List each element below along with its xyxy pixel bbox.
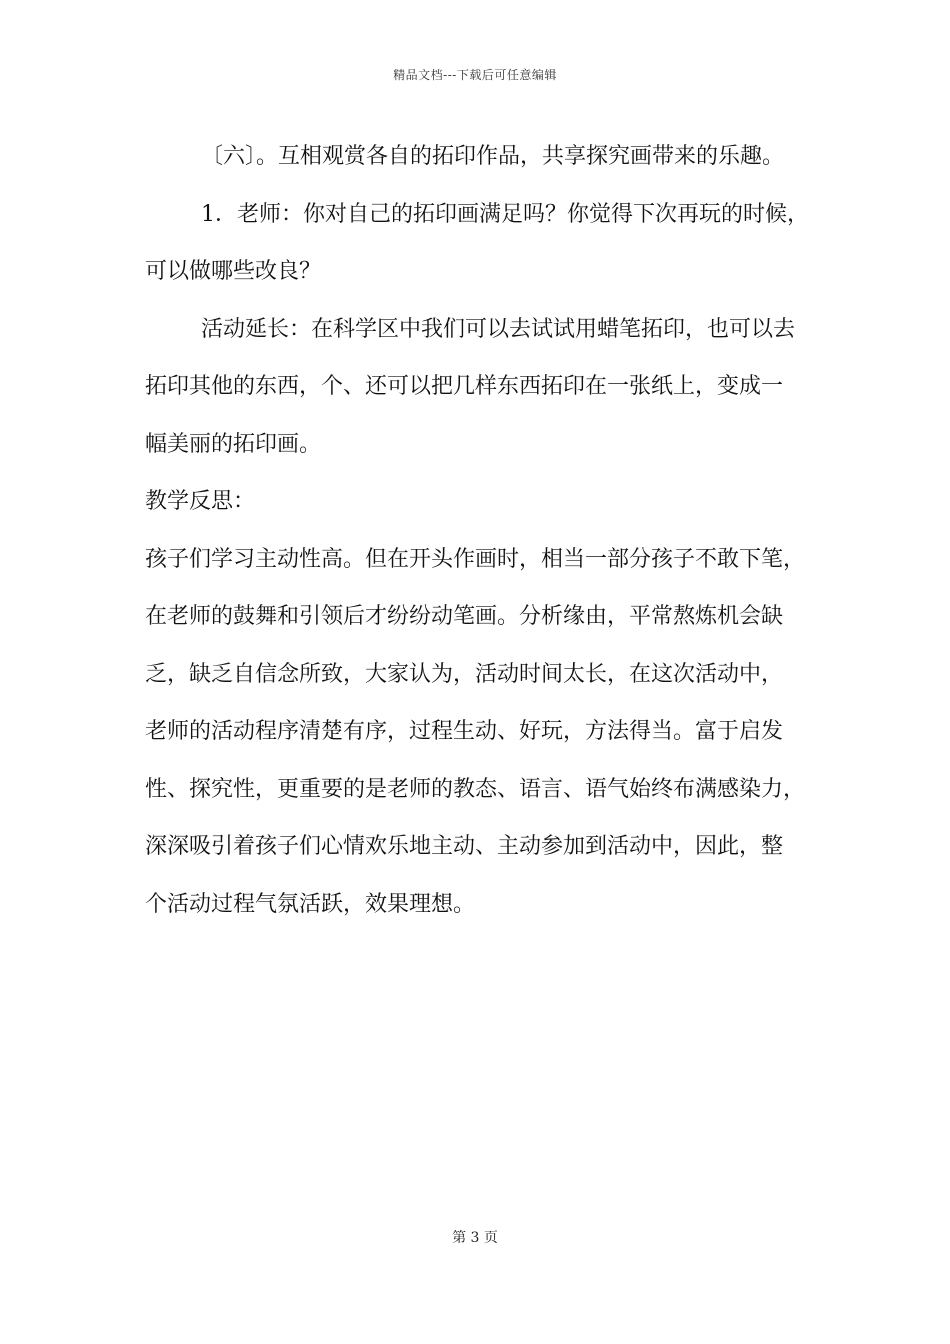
paragraph-teacher-question: 1．老师：你对自己的拓印画满足吗？你觉得下次再玩的时候， xyxy=(201,201,809,227)
paragraph-activity-extension-cont-2: 幅美丽的拓印画。 xyxy=(145,431,322,457)
page-number: 第 3 页 xyxy=(452,1230,498,1246)
reflection-line-2: 在老师的鼓舞和引领后才纷纷动笔画。分析缘由，平常熬炼机会缺 xyxy=(145,604,784,629)
paragraph-teacher-question-cont: 可以做哪些改良？ xyxy=(145,259,322,284)
teaching-reflection-heading: 教学反思： xyxy=(145,489,256,514)
paragraph-activity-extension-cont-1: 拓印其他的东西，个、还可以把几样东西拓印在一张纸上，变成一 xyxy=(145,374,784,399)
paragraph-activity-extension: 活动延长：在科学区中我们可以去试试用蜡笔拓印，也可以去 xyxy=(201,316,796,342)
paragraph-section-six: 〔六〕。互相观赏各自的拓印作品，共享探究画带来的乐趣。 xyxy=(201,144,785,169)
reflection-line-3: 乏，缺乏自信念所致，大家认为，活动时间太长，在这次活动中， xyxy=(145,661,784,687)
document-body xyxy=(145,128,825,933)
reflection-line-6: 深深吸引着孩子们心情欢乐地主动、主动参加到活动中，因此，整 xyxy=(145,834,784,859)
reflection-line-5: 性、探究性，更重要的是老师的教态、语言、语气始终布满感染力， xyxy=(145,776,806,802)
page-header: 精品文档---下载后可任意编辑 xyxy=(393,68,557,82)
reflection-line-1: 孩子们学习主动性高。但在开头作画时，相当一部分孩子不敢下笔， xyxy=(145,546,806,572)
reflection-line-7: 个活动过程气氛活跃，效果理想。 xyxy=(145,891,476,917)
reflection-line-4: 老师的活动程序清楚有序，过程生动、好玩，方法得当。富于启发 xyxy=(145,719,784,744)
